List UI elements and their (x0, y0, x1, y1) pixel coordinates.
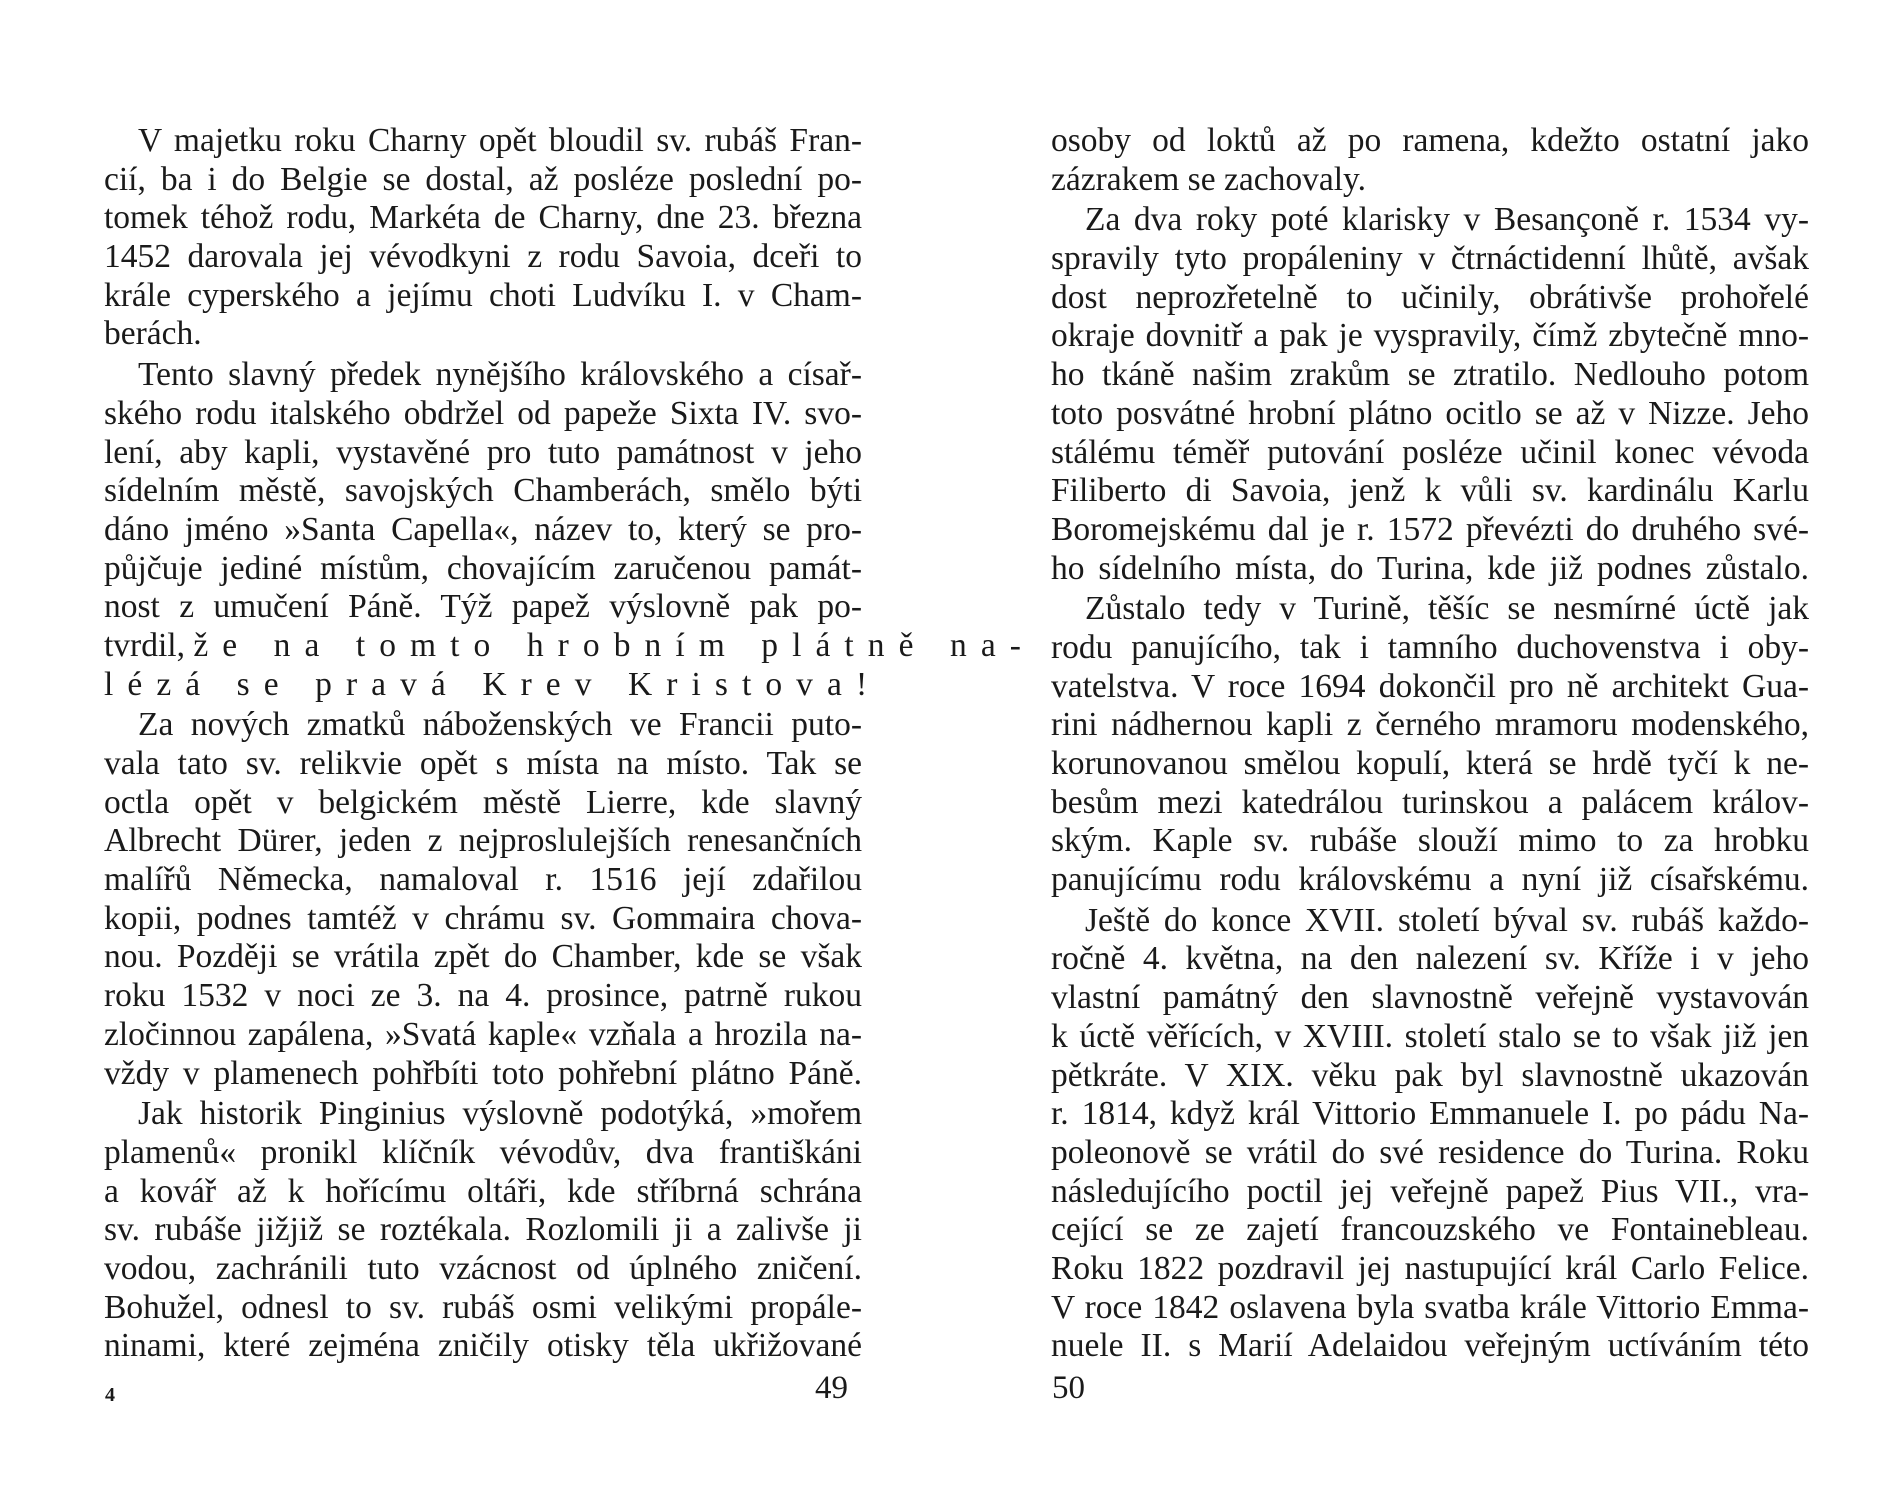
text-line: korunovanou smělou kopulí, která se hrdě tyčí k ne- (1051, 745, 1809, 782)
text-line: V majetku roku Charny opět bloudil sv. rubáš Fran- (138, 122, 862, 159)
text-line: vlastní památný den slavnostně veřejně vystavován (1051, 979, 1809, 1017)
text-line: zázrakem se zachovaly. (1051, 160, 1366, 198)
text-line: berách. (104, 315, 202, 353)
text-line: Albrecht Dürer, jeden z nejproslulejších renesančních (104, 822, 862, 860)
text-line: malířů Německa, namaloval r. 1516 její zdařilou (104, 861, 862, 899)
text-line: octla opět v belgickém městě Lierre, kde slavný (104, 783, 862, 821)
text-line: pětkráte. V XIX. věku pak byl slavnostně ukazován (1051, 1056, 1809, 1094)
text-line: Tento slavný předek nynějšího královského a císař- (138, 356, 862, 394)
text-line: sídelním městě, savojských Chamberách, smělo býti (104, 472, 862, 510)
text-line: ninami, které zejména zničily otisky těla ukřižované (104, 1327, 862, 1365)
text-line: Filiberto di Savoia, jenž k vůli sv. kardinálu Karlu (1051, 472, 1809, 510)
spaced-emphasis-line: tvrdil, že na tomto hrobním plátně na- (104, 626, 1035, 664)
text-line: Bohužel, odnesl to sv. rubáš osmi velikými propále- (104, 1288, 862, 1326)
text-line: nost z umučení Páně. Týž papež výslovně pak po- (104, 588, 862, 626)
text-line: rini nádhernou kapli z černého mramoru modenského, (1051, 706, 1809, 744)
text-line: 1452 darovala jej vévodkyni z rodu Savoia, dceři to (104, 238, 862, 276)
text-line: nuele II. s Marií Adelaidou veřejným uctíváním této (1051, 1327, 1809, 1365)
text-line: stálému téměř putování posléze učinil konec vévoda (1051, 433, 1809, 471)
text-line: r. 1814, když král Vittorio Emmanuele I. po pádu Na- (1051, 1095, 1809, 1133)
text-line: půjčuje jediné místům, chovajícím zaručenou památ- (104, 549, 862, 587)
text-line: lení, aby kapli, vystavěné pro tuto památnost v jeho (104, 433, 862, 471)
text-line: dáno jméno »Santa Capella«, název to, který se pro- (104, 510, 862, 548)
text-line: vždy v plamenech pohřbíti toto pohřební plátno Páně. (104, 1054, 862, 1092)
text-line: dost neprozřetelně to učinily, obrátivše prohořelé (1051, 278, 1809, 316)
text-line: následujícího poctil jej veřejně papež Pius VII., vra- (1051, 1172, 1809, 1210)
text-line: rodu panujícího, tak i tamního duchovenstva i oby- (1051, 628, 1809, 666)
text-line: tomek téhož rodu, Markéta de Charny, dne 23. března (104, 199, 862, 237)
text-line: k úctě věřících, v XVIII. století stalo se to však již jen (1051, 1017, 1809, 1055)
spaced-emphasis: že na tomto hrobním plátně na- (193, 626, 1035, 664)
text-line: cející se ze zajetí francouzského ve Fontainebleau. (1051, 1211, 1809, 1249)
text-line: okraje dovnitř a pak je vyspravily, čímž zbytečně mno- (1051, 317, 1809, 355)
text-line: Za dva roky poté klarisky v Besançoně r. 1534 vy- (1085, 201, 1809, 239)
text-line: a kovář až k hořícímu oltáři, kde stříbrná schrána (104, 1172, 862, 1210)
text-line: Ještě do konce XVII. století býval sv. rubáš každo- (1085, 901, 1809, 939)
spaced-emphasis-line: lézá se pravá Krev Kristova! (104, 665, 882, 703)
text-line: nou. Později se vrátila zpět do Chamber, kde se však (104, 938, 862, 976)
printer-signature-mark: 4 (105, 1384, 115, 1406)
text-line: cií, ba i do Belgie se dostal, až posléze poslední po- (104, 160, 862, 198)
left-page-text (104, 122, 1035, 1366)
text-line: toto posvátné hrobní plátno ocitlo se až v Nizze. Jeho (1051, 394, 1809, 432)
page-number: 50 (1052, 1370, 1085, 1406)
text-line: ského rodu italského obdržel od papeže Sixta IV. svo- (104, 394, 862, 432)
text-line: Jak historik Pinginius výslovně podotýká, »mořem (138, 1095, 862, 1133)
page-number: 49 (815, 1370, 848, 1406)
text-line: kopii, podnes tamtéž v chrámu sv. Gommaira chova- (104, 899, 862, 937)
text-line: vatelstva. V roce 1694 dokončil pro ně architekt Gua- (1051, 667, 1809, 705)
text-line: spravily tyto propáleniny v čtrnáctidenní lhůtě, avšak (1051, 240, 1809, 278)
text-line: ho tkáně našim zrakům se ztratilo. Nedlouho potom (1051, 356, 1809, 394)
text-line: sv. rubáše jižjiž se roztékala. Rozlomili ji a zalivše ji (104, 1211, 862, 1249)
text-line: ho sídelního místa, do Turina, kde již podnes zůstalo. (1051, 549, 1809, 587)
text-line: Roku 1822 pozdravil jej nastupující král Carlo Felice. (1051, 1249, 1809, 1287)
text-line: vodou, zachránili tuto vzácnost od úplného zničení. (104, 1249, 862, 1287)
text-line: besům mezi katedrálou turinskou a palácem králov- (1051, 783, 1809, 821)
text-line: plamenů« pronikl klíčník vévodův, dva františkáni (104, 1133, 862, 1171)
text-line: Boromejskému dal je r. 1572 převézti do druhého své- (1051, 510, 1809, 548)
right-page-text (1051, 122, 1809, 1366)
text-line: zločinnou zapálena, »Svatá kaple« vzňala a hrozila na- (104, 1015, 862, 1053)
text-line: ročně 4. května, na den nalezení sv. Kříže i v jeho (1051, 940, 1809, 978)
text-line: ským. Kaple sv. rubáše slouží mimo to za hrobku (1051, 822, 1809, 860)
text-line: Za nových zmatků náboženských ve Francii puto- (138, 706, 862, 744)
text-line: poleonově se vrátil do své residence do Turina. Roku (1051, 1133, 1809, 1171)
right-page (947, 0, 1894, 1500)
text-line: roku 1532 v noci ze 3. na 4. prosince, patrně rukou (104, 977, 862, 1015)
text-line: krále cyperského a jejímu choti Ludvíku I. v Cham- (104, 276, 862, 314)
text-line: V roce 1842 oslavena byla svatba krále Vittorio Emma- (1051, 1288, 1809, 1326)
text-line: vala tato sv. relikvie opět s místa na místo. Tak se (104, 745, 862, 782)
text-line: osoby od loktů až po ramena, kdežto ostatní jako (1051, 122, 1809, 159)
text-line: Zůstalo tedy v Turině, těšíc se nesmírné úctě jak (1085, 590, 1809, 628)
text-line: panujícímu rodu královskému a nyní již císařskému. (1051, 861, 1809, 899)
